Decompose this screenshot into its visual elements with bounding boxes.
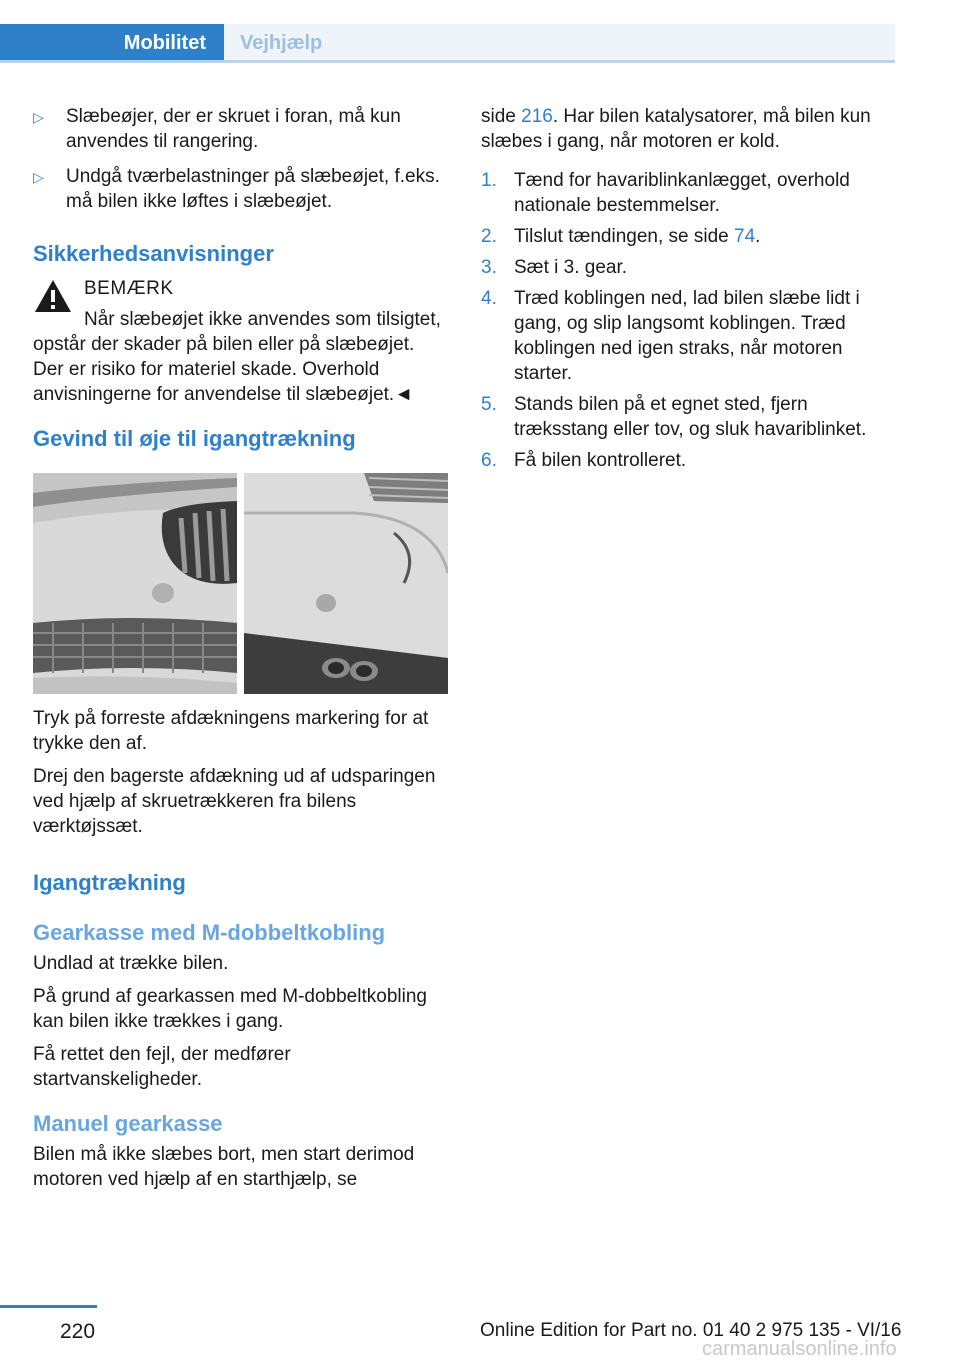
front-bumper-image [33, 473, 237, 694]
gearbox-m-paragraph-3: Få rettet den fejl, der medfører startvanskeligheder. [33, 1044, 291, 1090]
warning-icon [33, 278, 73, 314]
tab-mobilitet[interactable]: Mobilitet [0, 24, 224, 62]
step-text: Tænd for havariblinkanlægget, overhold nationale bestemmelser. [514, 170, 850, 216]
step-item [481, 255, 891, 280]
safety-heading: Sikkerhedsanvisninger [33, 241, 274, 266]
warning-title: BEMÆRK [84, 278, 174, 299]
step-number: 2. [481, 226, 497, 247]
thread-paragraph-1: Tryk på forreste afdækningens markering for at trykke den af. [33, 708, 429, 754]
tab-vejhjaelp[interactable]: Vejhjælp [224, 24, 895, 62]
step-item [481, 168, 891, 218]
bullet-item [33, 164, 448, 214]
tab-underline [0, 60, 895, 63]
gearbox-m-paragraph-2: På grund af gearkassen med M-dobbeltkobling kan bilen ikke trækkes i gang. [33, 986, 427, 1032]
step-number: 5. [481, 394, 497, 415]
thread-heading: Gevind til øje til igangtrækning [33, 426, 356, 451]
page-link-216[interactable]: 216 [521, 106, 553, 127]
triangle-bullet-icon: ▷ [33, 109, 44, 125]
watermark: carmanualsonline.info [702, 1338, 897, 1360]
step-number: 6. [481, 450, 497, 471]
triangle-bullet-icon: ▷ [33, 169, 44, 185]
warning-block [33, 276, 448, 407]
right-column [481, 104, 891, 479]
bullet-text: Slæbeøjer, der er skruet i foran, må kun anvendes til rangering. [66, 106, 401, 152]
gearbox-m-paragraph-1: Undlad at trække bilen. [33, 953, 229, 974]
step-text: Tilslut tændingen, se side 74. [514, 226, 761, 247]
rear-bumper-image [244, 473, 448, 694]
step-text: Sæt i 3. gear. [514, 257, 628, 278]
top-tab-bar [0, 0, 895, 62]
step-text: Få bilen kontrolleret. [514, 450, 687, 471]
step-number: 4. [481, 288, 497, 309]
step-item [481, 224, 891, 249]
step-item [481, 286, 891, 386]
towing-eye-photo [33, 473, 448, 694]
warning-text: Når slæbeøjet ikke anvendes som tilsigtet, opstår der skader på bilen eller på slæbeøjet. Der er risiko for materiel skade. Overhold anvisningerne for anvendelse til slæbeøjet.◄ [33, 309, 441, 405]
manual-gearbox-heading: Manuel gearkasse [33, 1111, 223, 1136]
step-number: 3. [481, 257, 497, 278]
manual-gearbox-paragraph: Bilen må ikke slæbes bort, men start derimod motoren ved hjælp af en starthjælp, se [33, 1144, 415, 1190]
edition-text: Online Edition for Part no. 01 40 2 975 135 - VI/16 [480, 1320, 902, 1341]
gearbox-m-heading: Gearkasse med M-dobbeltkobling [33, 920, 386, 945]
thread-paragraph-2: Drej den bagerste afdækning ud af udsparingen ved hjælp af skruetrækkeren fra bilens værktøjssæt. [33, 766, 436, 837]
step-text: Stands bilen på et egnet sted, fjern træksstang eller tov, og sluk havariblinket. [514, 394, 867, 440]
igangtraekning-heading: Igangtrækning [33, 870, 186, 895]
page-number: 220 [60, 1320, 96, 1343]
page-number-rule [0, 1305, 97, 1308]
step-text: Træd koblingen ned, lad bilen slæbe lidt i gang, og slip langsomt koblingen. Træd koblingen ned igen straks, når motoren starter. [514, 288, 860, 384]
step-item [481, 448, 891, 473]
step-number: 1. [481, 170, 497, 191]
page-link-74[interactable]: 74 [734, 226, 756, 247]
right-intro: side 216. Har bilen katalysatorer, må bilen kun slæbes i gang, når motoren er kold. [481, 106, 871, 152]
bullet-text: Undgå tværbelastninger på slæbeøjet, f.eks. må bilen ikke løftes i slæbeøjet. [66, 166, 440, 212]
bullet-item [33, 104, 448, 154]
left-column [33, 104, 448, 1200]
step-item [481, 392, 891, 442]
